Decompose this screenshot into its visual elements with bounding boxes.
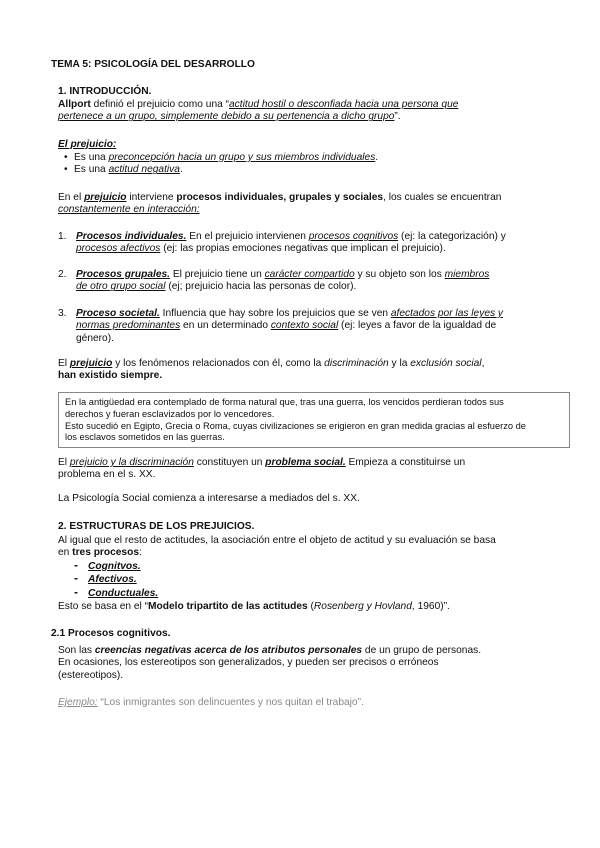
box-line: Esto sucedió en Egipto, Grecia o Roma, cuyas civilizaciones se erigieron en gran medida gracias al esfuerzo de (65, 420, 526, 431)
list-item (74, 572, 137, 586)
proceso-number: 1. (58, 231, 67, 242)
bullet-text: Es una (74, 152, 109, 163)
section-2-intro (58, 535, 578, 560)
problema-text: El (58, 457, 70, 468)
modelo-text: , 1960)”. (411, 601, 450, 612)
dash-bullet: - (74, 585, 78, 599)
proceso-3 (58, 308, 578, 345)
s21-line-2: En ocasiones, los estereotipos son generalizados, y pueden ser precisos o erróneos (58, 657, 439, 669)
list-item (74, 586, 158, 600)
proceso-title: Procesos individuales. (76, 231, 187, 242)
problema-text: constituyen un (193, 457, 266, 468)
page-title: TEMA 5: PSICOLOGÍA DEL DESARROLLO (51, 59, 255, 70)
proceso-underlined: miembros (444, 269, 490, 280)
proceso-title: Procesos grupales. (76, 269, 170, 280)
proceso-underlined: procesos afectivos (76, 243, 161, 255)
problema-paragraph (58, 457, 578, 482)
siempre-text: El (58, 358, 70, 369)
s21-text: de un grupo de personas. (362, 645, 482, 656)
intro-bold: procesos individuales, grupales y sociales (176, 192, 384, 203)
section-2-bold: tres procesos (72, 547, 139, 559)
ejemplo-text: “Los inmigrantes son delincuentes y nos quitan el trabajo”. (97, 697, 364, 708)
proceso-text: y su objeto son los (354, 269, 445, 280)
s21-text: Son las (58, 645, 95, 656)
proceso-underlined: de otro grupo social (76, 281, 166, 293)
proceso-conductual-label: Conductuales. (88, 588, 159, 599)
proceso-text: (ej: las propias emociones negativas que implican el prejuicio). (160, 243, 446, 255)
proceso-text: (ej: leyes a favor de la igualdad de (338, 320, 497, 332)
bullet-end: . (375, 152, 379, 163)
siempre-italic: exclusión social (410, 358, 482, 369)
dash-bullet: - (74, 571, 78, 585)
siempre-text: , (481, 358, 485, 369)
intro-paragraph (58, 192, 578, 217)
proceso-underlined: procesos cognitivos (308, 231, 399, 242)
proceso-title: Proceso societal. (76, 308, 160, 319)
problema-bold: problema social. (265, 457, 346, 468)
psicologia-social-line: La Psicología Social comienza a interesarse a mediados del s. XX. (58, 493, 360, 504)
siempre-text: y los fenómenos relacionados con él, como la (112, 358, 325, 369)
problema-text: Empieza a constituirse un (345, 457, 466, 468)
modelo-bold: Modelo tripartito de las actitudes (148, 601, 308, 612)
intro-text-mid: interviene (126, 192, 177, 203)
proceso-cognitivo-label: Cognitvos. (88, 561, 141, 572)
box-line: En la antigüedad era contemplado de forma natural que, tras una guerra, los vencidos perdieran todos sus (65, 397, 504, 407)
proceso-number: 2. (58, 269, 67, 280)
intro-text: En el (58, 192, 85, 203)
prejuicio-heading: El prejuicio: (58, 139, 117, 150)
proceso-text: El prejuicio tiene un (170, 269, 265, 280)
bullet-text: Es una (74, 164, 109, 176)
proceso-underlined: afectados por las leyes y (390, 308, 503, 319)
siempre-bold-line: han existido siempre. (58, 370, 163, 382)
proceso-text: En el prejuicio intervienen (186, 231, 309, 242)
section-2-1-body (58, 645, 578, 682)
modelo-italic: Rosenberg y Hovland (313, 601, 412, 612)
s21-bold: creencias negativas acerca de los atributos personales (94, 645, 363, 656)
bullet-underlined: preconcepción hacia un grupo y sus miembros individuales (108, 152, 376, 163)
proceso-text: (ej; prejuicio hacia las personas de color). (165, 281, 357, 293)
proceso-number: 3. (58, 308, 67, 319)
allport-text: definió el prejuicio como una “ (90, 99, 230, 110)
prejuicio-list (58, 152, 558, 177)
section-2-line-1: Al igual que el resto de actitudes, la asociación entre el objeto de actitud y su evaluación se basa (58, 535, 496, 546)
proceso-text: en un determinado (180, 320, 271, 332)
proceso-afectivo-label: Afectivos. (88, 574, 137, 585)
allport-quote-2: pertenece a un grupo, simplemente debido a su pertenencia a dicho grupo (58, 111, 395, 123)
problema-line-2: problema en el s. XX. (58, 469, 156, 481)
allport-name: Allport (58, 99, 91, 110)
section-2-heading: 2. ESTRUCTURAS DE LOS PREJUICIOS. (58, 521, 255, 532)
allport-end: ”. (394, 111, 401, 123)
proceso-underlined: contexto social (270, 320, 339, 332)
proceso-text: Influencia que hay sobre los prejuicios que se ven (159, 308, 391, 319)
historical-note-box (58, 392, 570, 448)
ejemplo-line (58, 697, 578, 709)
proceso-underlined: normas predominantes (76, 320, 181, 332)
intro-line-2: constantemente en interacción: (58, 204, 200, 216)
dash-bullet: - (74, 558, 78, 572)
section-1-heading: 1. INTRODUCCIÓN. (58, 86, 152, 97)
siempre-paragraph (58, 358, 578, 383)
proceso-underlined: carácter compartido (264, 269, 355, 280)
siempre-italic: discriminación (324, 358, 389, 369)
section-2-1-heading: 2.1 Procesos cognitivos. (51, 628, 171, 639)
section-2-text: en (58, 547, 73, 559)
list-item (58, 152, 558, 164)
siempre-keyword: prejuicio (69, 358, 113, 369)
box-line: los esclavos sometidos en las guerras. (65, 432, 225, 443)
bullet-end: . (179, 164, 183, 176)
section-2-text: : (139, 547, 142, 559)
problema-underlined: prejuicio y la discriminación (69, 457, 194, 468)
box-line: derechos y fueran esclavizados por lo vencedores. (65, 408, 275, 419)
allport-paragraph (58, 99, 578, 124)
ejemplo-label: Ejemplo: (58, 697, 98, 708)
siempre-text: y la (388, 358, 411, 369)
proceso-text: (ej: la categorización) y (398, 231, 506, 242)
bullet-underlined: actitud negativa (108, 164, 180, 176)
modelo-text: Esto se basa en el “ (58, 601, 149, 612)
s21-line-3: (estereotipos). (58, 669, 124, 681)
allport-quote-1: actitud hostil o desconfiada hacia una persona que (229, 99, 459, 110)
proceso-2 (58, 269, 578, 294)
intro-text-end: , los cuales se encuentran (383, 192, 502, 203)
list-item (58, 164, 558, 176)
proceso-text: género). (76, 332, 114, 344)
modelo-tripartito-line (58, 601, 578, 613)
intro-keyword: prejuicio (84, 192, 127, 203)
modelo-text: ( (307, 601, 314, 612)
proceso-1 (58, 231, 578, 256)
